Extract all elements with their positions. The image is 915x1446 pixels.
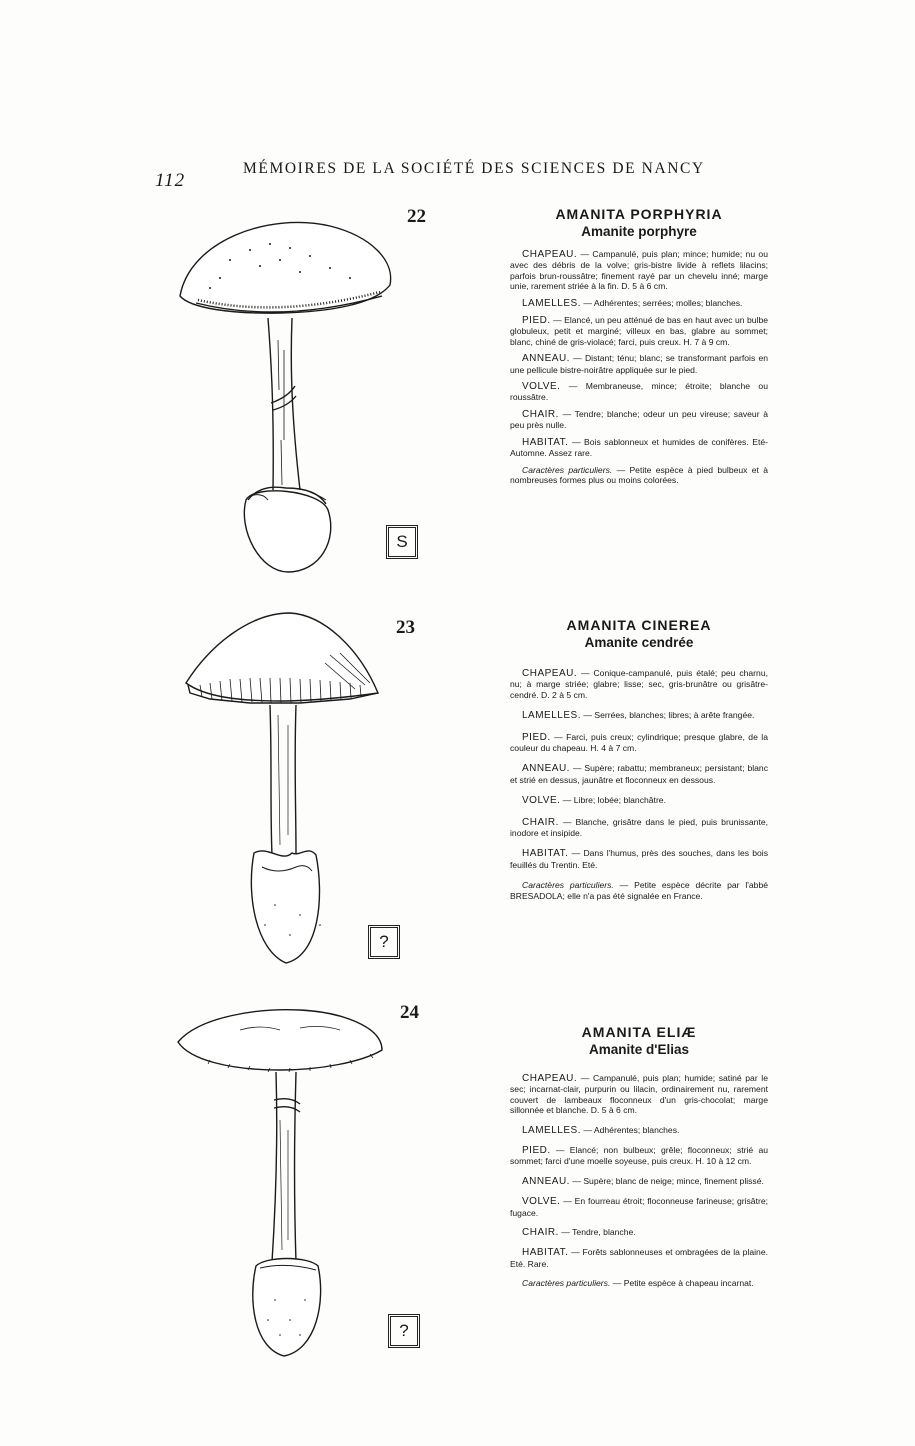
edibility-code: ?: [368, 925, 400, 959]
description-paragraph: CHAIR. — Tendre; blanche; odeur un peu vireuse; saveur à peu près nulle.: [510, 408, 769, 431]
description-paragraph: ANNEAU. — Supère; blanc de neige; mince, finement plissé.: [522, 1175, 764, 1187]
description-paragraph: PIED. — Elancé; non bulbeux; grêle; floconneux; strié au sommet; farci d'une moelle soyeuse, puis creux. H. 10 à 12 cm.: [510, 1145, 769, 1167]
edibility-code: S: [386, 525, 418, 559]
description-paragraph: CHAIR. — Tendre, blanche.: [522, 1227, 636, 1239]
plate-number: 22: [407, 206, 426, 227]
description-paragraph: CHAIR. — Blanche, grisâtre dans le pied, puis brunissante, inodore et insipide.: [510, 816, 768, 839]
running-title: MÉMOIRES DE LA SOCIÉTÉ DES SCIENCES DE NANCY: [243, 160, 705, 177]
description-paragraph: CHAPEAU. — Conique-campanulé, puis étalé; peu charnu, nu; à marge striée; glabre; lisse; sec, gris-brunâtre ou grisâtre-cendré. D. 2 à 5 cm.: [510, 668, 768, 700]
running-head: [155, 158, 715, 191]
description-paragraph: ANNEAU. — Distant; ténu; blanc; se transformant parfois en une pellicule bistre-noirâtre appliquée sur le pied.: [510, 353, 768, 375]
species-entry: [0, 1000, 915, 1380]
french-name: Amanite cendrée: [584, 635, 694, 650]
species-description: [510, 1024, 768, 1289]
description-paragraph: LAMELLES. — Adhérentes; blanches.: [522, 1124, 680, 1136]
latin-name: AMANITA CINEREA: [566, 617, 712, 633]
mushroom-illustration: [150, 605, 420, 975]
french-name: Amanite porphyre: [581, 224, 697, 239]
description-paragraph: HABITAT. — Forêts sablonneuses et ombragées de la plaine. Eté. Rare.: [510, 1247, 768, 1269]
species-entry: [0, 200, 915, 590]
description-paragraph: CHAPEAU. — Campanulé, puis plan; humide; satiné par le sec; incarnat-clair, purpurin ou lilacin, ordinairement nu, rarement couvert de lambeaux floconneux d'un gris-chocolat; marge sillonnée et blanche. D. 5 à 6 cm.: [510, 1073, 768, 1116]
species-description: [510, 617, 768, 901]
latin-name: AMANITA ELIÆ: [581, 1024, 697, 1040]
mushroom-illustration: [150, 200, 420, 585]
edibility-code: ?: [388, 1314, 420, 1348]
description-paragraph: LAMELLES. — Serrées, blanches; libres; à arête frangée.: [522, 710, 755, 722]
description-paragraph: CHAPEAU. — Campanulé, puis plan; mince; humide; nu ou avec des débris de la volve; gris-bistre livide à reflets lilacins; parfois brun-roussâtre; finement rayé par un chevelu inné; marge unie, rarement striée à la fin. D. 5 à 6 cm.: [510, 249, 768, 292]
french-name: Amanite d'Elias: [589, 1042, 689, 1057]
species-entry: [0, 605, 915, 985]
description-paragraph: HABITAT. — Bois sablonneux et humides de conifères. Eté-Automne. Assez rare.: [510, 436, 768, 459]
description-paragraph: PIED. — Farci, puis creux; cylindrique; presque glabre, de la couleur du chapeau. H. 4 à 7 cm.: [510, 731, 768, 754]
description-paragraph: ANNEAU. — Supère; rabattu; membraneux; persistant; blanc et strié en dessus, jaunâtre et floconneux en dessous.: [510, 763, 768, 785]
mushroom-illustration: [150, 1000, 420, 1370]
description-paragraph: PIED. — Elancé, un peu atténué de bas en haut avec un bulbe globuleux, petit et marginé; villeux en bas, glabre au sommet; blanc, chiné de gris-violacé; farci, puis creux. H. 7 à 9 cm.: [510, 315, 769, 347]
page-number: 112: [155, 170, 186, 191]
plate-number: 23: [396, 617, 415, 638]
description-paragraph: Caractères particuliers. — Petite espèce à pied bulbeux et à nombreuses formes plus ou moins colorées.: [510, 464, 768, 485]
description-paragraph: Caractères particuliers. — Petite espèce décrite par l'abbé BRESADOLA; elle n'a pas été signalée en France.: [510, 880, 769, 901]
plate-number: 24: [400, 1002, 419, 1023]
description-paragraph: VOLVE. — Libre; lobée; blanchâtre.: [522, 795, 666, 807]
description-paragraph: VOLVE. — Membraneuse, mince; étroite; blanche ou roussâtre.: [510, 381, 768, 403]
description-paragraph: Caractères particuliers. — Petite espèce à chapeau incarnat.: [522, 1278, 754, 1289]
species-description: [510, 206, 768, 485]
latin-name: AMANITA PORPHYRIA: [555, 206, 723, 222]
description-paragraph: VOLVE. — En fourreau étroit; floconneuse farineuse; grisâtre; fugace.: [510, 1196, 769, 1218]
description-paragraph: LAMELLES. — Adhérentes; serrées; molles; blanches.: [522, 297, 743, 309]
description-paragraph: HABITAT. — Dans l'humus, près des souches, dans les bois feuillés du Trentin. Eté.: [510, 848, 769, 870]
